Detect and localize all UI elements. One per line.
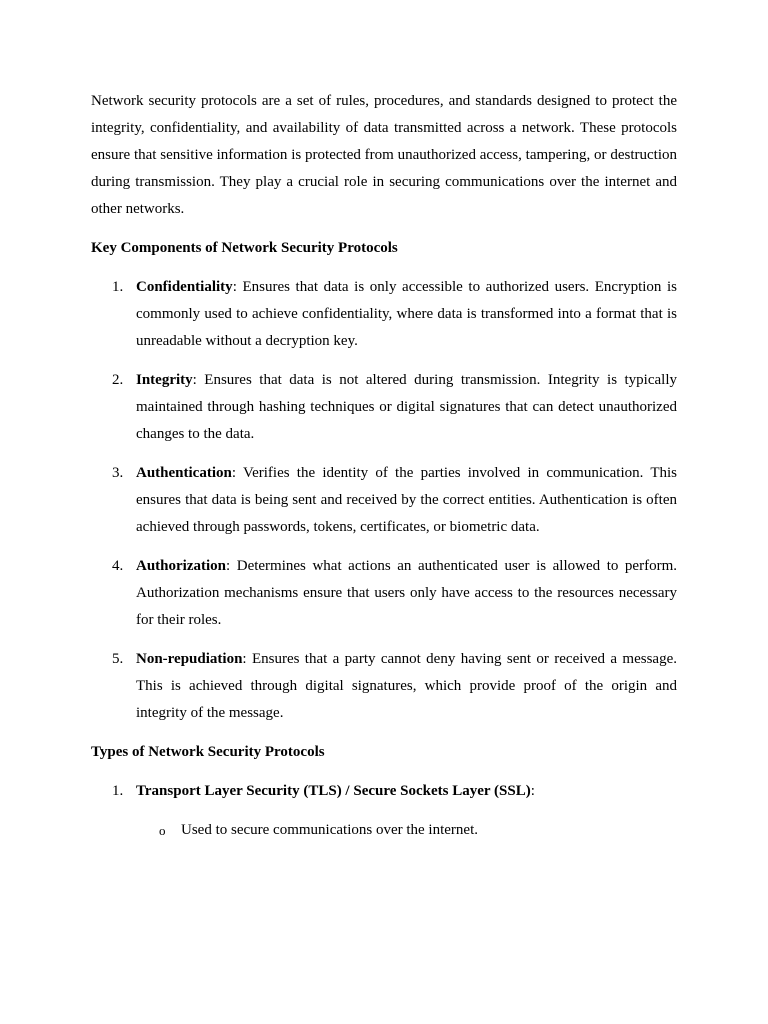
term-authorization: Authorization bbox=[136, 558, 226, 574]
item-description: : Ensures that data is only accessible to authorized users. Encryption is commonly used to achieve confidentiality, where data is transformed into a format that is unreadable without a decryption key. bbox=[136, 279, 677, 349]
circle-bullet-icon: o bbox=[159, 823, 166, 838]
list-number: 4. bbox=[112, 558, 124, 574]
list-number: 1. bbox=[112, 783, 124, 799]
term-authentication: Authentication bbox=[136, 465, 232, 481]
list-item-tls-ssl bbox=[91, 778, 677, 844]
term-tls-ssl: Transport Layer Security (TLS) / Secure Sockets Layer (SSL) bbox=[136, 783, 531, 799]
list-number: 1. bbox=[112, 279, 124, 295]
list-item-authentication bbox=[91, 460, 677, 541]
key-components-heading: Key Components of Network Security Protocols bbox=[91, 240, 398, 256]
item-description: : Verifies the identity of the parties involved in communication. This ensures that data is being sent and received by the correct entities. Authentication is often achieved through passwords, tokens, certificates, or biometric data. bbox=[136, 465, 677, 535]
key-components-list bbox=[91, 274, 677, 727]
types-list bbox=[91, 778, 677, 844]
list-item-integrity bbox=[91, 367, 677, 448]
item-description: : Determines what actions an authenticated user is allowed to perform. Authorization mechanisms ensure that users only have access to the resources necessary for their roles. bbox=[136, 558, 677, 628]
term-confidentiality: Confidentiality bbox=[136, 279, 233, 295]
item-description: : Ensures that a party cannot deny having sent or received a message. This is achieved through digital signatures, which provide proof of the origin and integrity of the message. bbox=[136, 651, 677, 721]
list-number: 2. bbox=[112, 372, 124, 388]
tls-sub-list bbox=[136, 817, 677, 844]
intro-paragraph: Network security protocols are a set of rules, procedures, and standards designed to protect the integrity, confidentiality, and availability of data transmitted across a network. These protocols ensure that sensitive information is protected from unauthorized access, tampering, or destruction during transmission. They play a crucial role in securing communications over the internet and other networks. bbox=[91, 93, 677, 217]
sub-item-text: Used to secure communications over the internet. bbox=[181, 822, 478, 838]
sub-list-item bbox=[136, 817, 677, 844]
list-number: 3. bbox=[112, 465, 124, 481]
item-colon: : bbox=[530, 783, 535, 799]
term-non-repudiation: Non-repudiation bbox=[136, 651, 243, 667]
list-item-confidentiality bbox=[91, 274, 677, 355]
types-heading: Types of Network Security Protocols bbox=[91, 744, 325, 760]
item-description: : Ensures that data is not altered during transmission. Integrity is typically maintained through hashing techniques or digital signatures that can detect unauthorized changes to the data. bbox=[136, 372, 677, 442]
list-item-authorization bbox=[91, 553, 677, 634]
list-number: 5. bbox=[112, 651, 124, 667]
list-item-non-repudiation bbox=[91, 646, 677, 727]
term-integrity: Integrity bbox=[136, 372, 193, 388]
